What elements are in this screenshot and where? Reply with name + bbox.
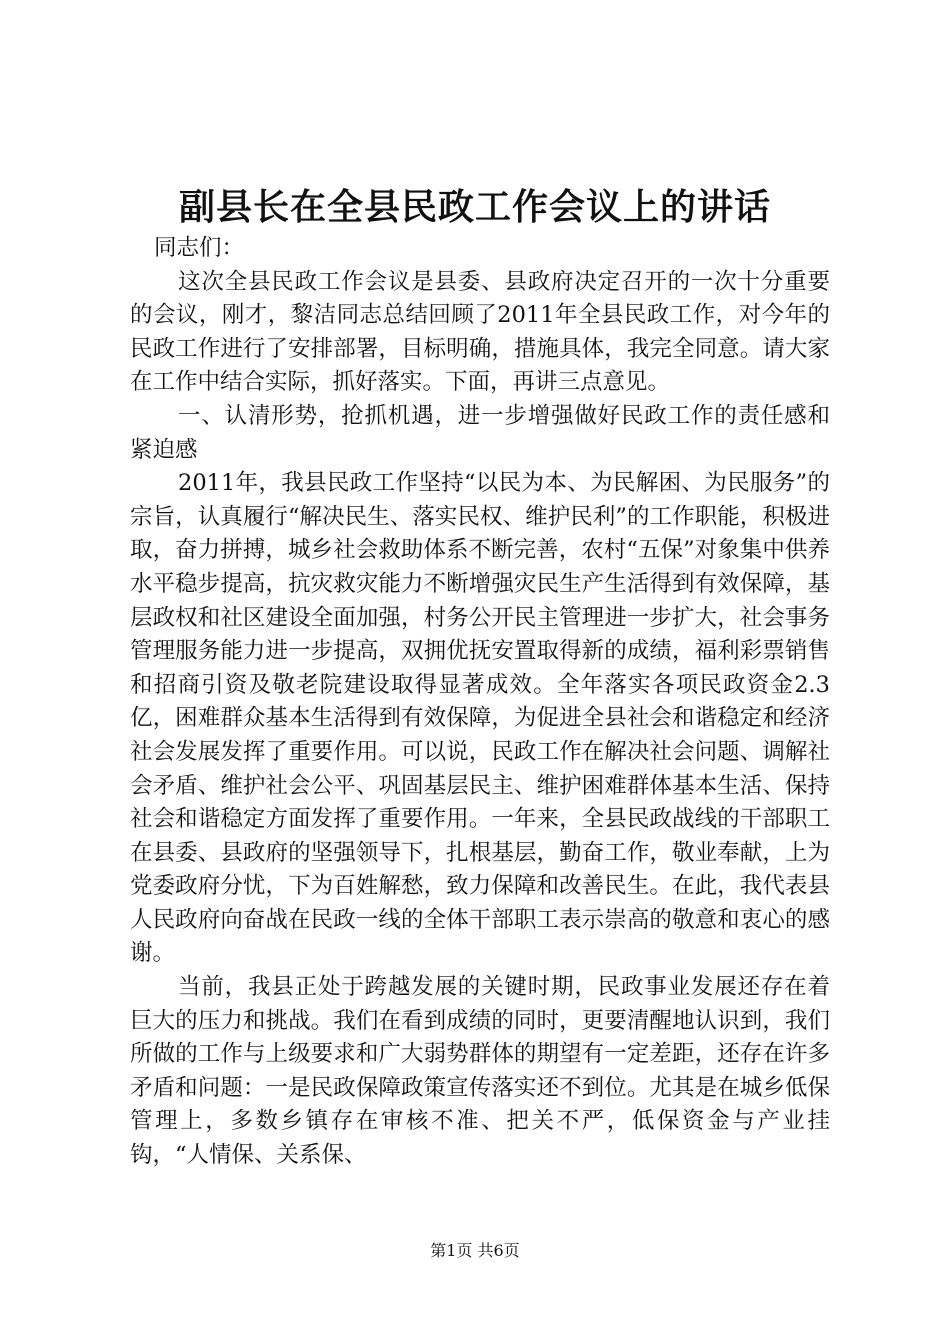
paragraph-achievements: 2011年，我县民政工作坚持“以民为本、为民解困、为民服务”的宗旨，认真履行“解决民生、落实民权、维护民利”的工作职能，积极进取，奋力拼搏，城乡社会救助体系不断完善，农村“五保”对象集中供养水平稳步提高，抗灾救灾能力不断增强灾民生产生活得到有效保障，基层政权和社区建设全面加强，村务公开民主管理进一步扩大，社会事务管理服务能力进一步提高，双拥优抚安置取得新的成绩，福利彩票销售和招商引资及敬老院建设取得显著成效。全年落实各项民政资金2.3亿，困难群众基本生活得到有效保障，为促进全县社会和谐稳定和经济社会发展发挥了重要作用。可以说，民政工作在解决社会问题、调解社会矛盾、维护社会公平、巩固基层民主、维护困难群体基本生活、保持社会和谐稳定方面发挥了重要作用。一年来，全县民政战线的干部职工在县委、县政府的坚强领导下，扎根基层，勤奋工作，敬业奉献，上为党委政府分忧，下为百姓解愁，致力保障和改善民生。在此，我代表县人民政府向奋战在民政一线的全体干部职工表示崇高的敬意和衷心的感谢。	[130, 470, 830, 967]
document-body	[130, 232, 830, 1173]
greeting-line: 同志们：	[154, 235, 245, 261]
document-title: 副县长在全县民政工作会议上的讲话	[178, 187, 771, 228]
paragraph-intro: 这次全县民政工作会议是县委、县政府决定召开的一次十分重要的会议，刚才，黎洁同志总结回顾了2011年全县民政工作，对今年的民政工作进行了安排部署，目标明确，措施具体，我完全同意。请大家在工作中结合实际，抓好落实。下面，再讲三点意见。	[130, 268, 830, 396]
section-heading-1: 一、认清形势，抢抓机遇，进一步增强做好民政工作的责任感和紧迫感	[130, 402, 830, 463]
paragraph-challenges: 当前，我县正处于跨越发展的关键时期，民政事业发展还存在着巨大的压力和挑战。我们在看到成绩的同时，更要清醒地认识到，我们所做的工作与上级要求和广大弱势群体的期望有一定差距，还存在许多矛盾和问题：一是民政保障政策宣传落实还不到位。尤其是在城乡低保管理上，多数乡镇存在审核不准、把关不严，低保资金与产业挂钩，“人情保、关系保、	[130, 974, 830, 1169]
page-number-footer: 第1页 共6页	[430, 1241, 520, 1260]
